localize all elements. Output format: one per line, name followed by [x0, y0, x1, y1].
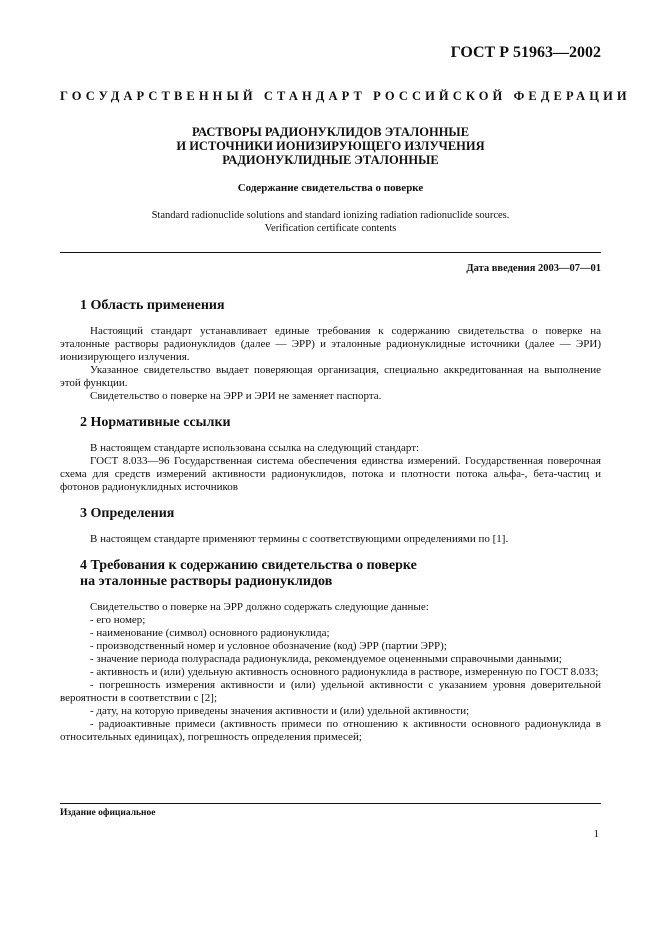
list-item: - производственный номер и условное обозначение (код) ЭРР (партии ЭРР); — [90, 640, 447, 652]
title-line-1: РАСТВОРЫ РАДИОНУКЛИДОВ ЭТАЛОННЫЕ — [191, 125, 470, 139]
page-number: 1 — [593, 828, 599, 840]
section-4-heading-line-2: на эталонные растворы радионуклидов — [80, 574, 333, 589]
section-4-paragraph-1: Свидетельство о поверке на ЭРР должно содержать следующие данные: — [90, 601, 429, 613]
section-1-paragraph-1: Настоящий стандарт устанавливает единые требования к содержанию свидетельства о поверке на эталонные растворы радионуклидов (далее — ЭРР) и эталонные радионуклидные источники (далее — ЭРИ) ионизирующего излучения. — [60, 325, 601, 363]
section-1-heading: 1 Область применения — [80, 298, 225, 313]
english-title-line-2: Verification certificate contents — [264, 223, 397, 234]
document-title — [60, 125, 601, 167]
section-4-heading — [80, 558, 601, 590]
introduction-date: Дата введения 2003—07—01 — [466, 263, 601, 274]
section-2-paragraph-2: ГОСТ 8.033—96 Государственная система обеспечения единства измерений. Государственная поверочная схема для средств измерений активности радионуклидов, потока и плотности потока альфа-, бета-частиц и фотонов радионуклидных источников — [60, 455, 601, 493]
document-body — [60, 298, 601, 744]
official-edition-label: Издание официальное — [60, 808, 156, 818]
list-item: - наименование (символ) основного радионуклида; — [90, 627, 330, 639]
document-subtitle: Содержание свидетельства о поверке — [237, 182, 424, 194]
footer-divider — [60, 803, 601, 804]
list-item: - радиоактивные примеси (активность примеси по отношению к активности основного радионуклида в относительных единицах), погрешность определения примесей; — [60, 718, 601, 743]
list-item: - активность и (или) удельную активность основного радионуклида в растворе, измеренную по ГОСТ 8.033; — [90, 666, 599, 678]
top-divider — [60, 252, 601, 253]
section-4-heading-line-1: 4 Требования к содержанию свидетельства о поверке — [80, 558, 417, 573]
list-item: - погрешность измерения активности и (или) удельной активности с указанием уровня доверительной вероятности в соответствии с [2]; — [60, 679, 601, 704]
section-2-paragraph-1: В настоящем стандарте использована ссылка на следующий стандарт: — [90, 442, 420, 454]
section-1-paragraph-2: Указанное свидетельство выдает поверяющая организация, специально аккредитованная на выполнение этой функции. — [60, 364, 601, 389]
list-item: - его номер; — [90, 614, 146, 626]
english-title-line-1: Standard radionuclide solutions and standard ionizing radiation radionuclide sources. — [151, 210, 510, 221]
list-item: - значение периода полураспада радионуклида, рекомендуемое оцененными справочными данными; — [90, 653, 562, 665]
section-3-paragraph-1: В настоящем стандарте применяют термины с соответствующими определениями по [1]. — [90, 533, 509, 545]
list-item: - дату, на которую приведены значения активности и (или) удельной активности; — [90, 705, 470, 717]
section-1-paragraph-3: Свидетельство о поверке на ЭРР и ЭРИ не заменяет паспорта. — [90, 390, 382, 402]
section-2-heading: 2 Нормативные ссылки — [80, 415, 231, 430]
state-standard-heading: ГОСУДАРСТВЕННЫЙ СТАНДАРТ РОССИЙСКОЙ ФЕДЕРАЦИИ — [60, 89, 631, 103]
section-3-heading: 3 Определения — [80, 506, 175, 521]
document-number: ГОСТ Р 51963—2002 — [450, 44, 601, 61]
title-line-3: РАДИОНУКЛИДНЫЕ ЭТАЛОННЫЕ — [222, 153, 439, 167]
title-line-2: И ИСТОЧНИКИ ИОНИЗИРУЮЩЕГО ИЗЛУЧЕНИЯ — [176, 139, 485, 153]
english-title — [60, 209, 601, 235]
